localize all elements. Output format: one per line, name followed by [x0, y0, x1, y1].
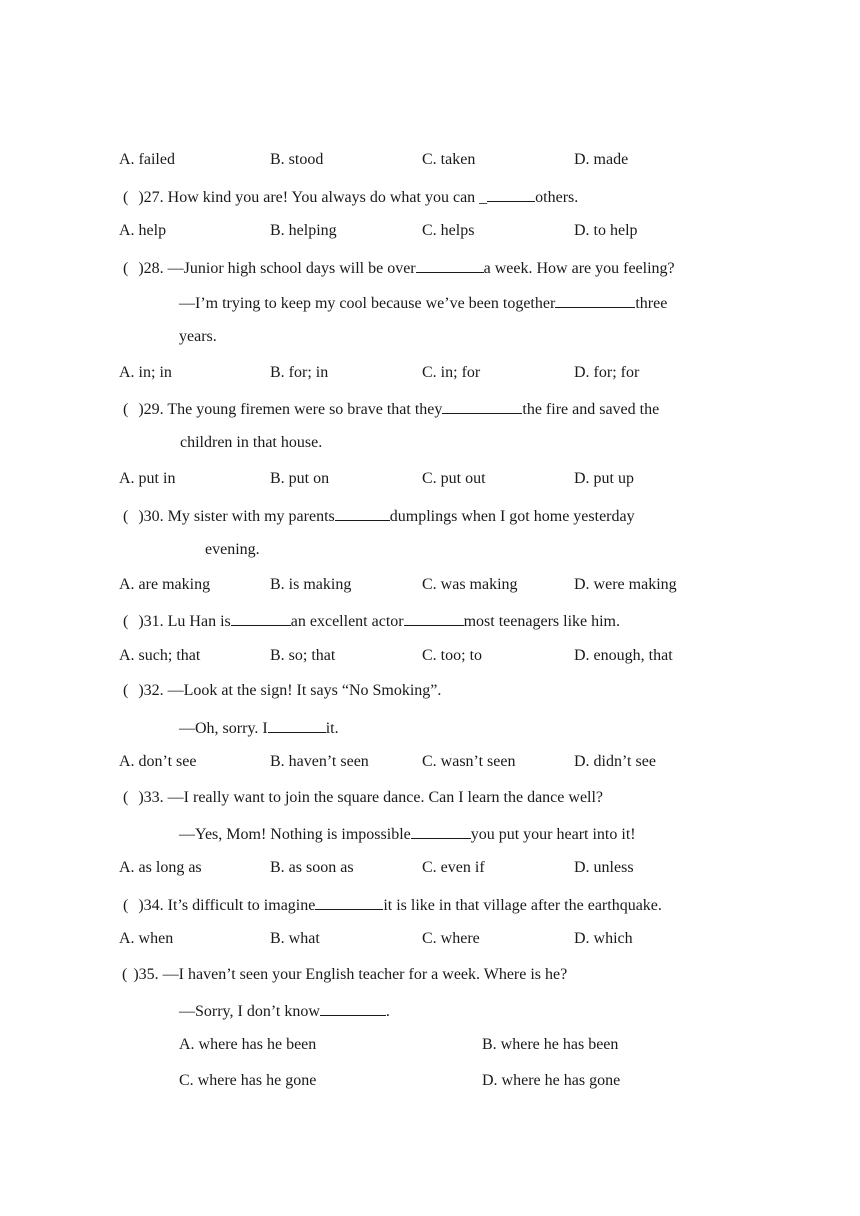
q35-options-row-2	[179, 1071, 739, 1091]
q29-option-a: A. put in	[119, 470, 176, 487]
q29-option-c: C. put out	[422, 470, 486, 487]
q30-stem	[123, 505, 635, 527]
q32-options	[119, 752, 739, 772]
q33-text: )33. —I really want to join the square dance. Can I learn the dance well?	[138, 789, 604, 806]
q30-option-a: A. are making	[119, 576, 211, 593]
q34-text-pre: )34. It’s difficult to imagine	[138, 897, 316, 914]
q33-blank	[411, 823, 471, 839]
q27-option-a: A. help	[119, 222, 167, 239]
q28-option-b: B. for; in	[270, 364, 329, 381]
q29-text-post: the fire and saved the	[522, 401, 660, 418]
q33-paren: (	[123, 789, 129, 806]
q32-reply-pre: —Oh, sorry. I	[179, 720, 268, 737]
q33-reply-pre: —Yes, Mom! Nothing is impossible	[179, 826, 411, 843]
q26-option-c: C. taken	[422, 151, 476, 168]
q32-reply-post: it.	[325, 720, 339, 737]
q34-option-c: C. where	[422, 930, 480, 947]
q32-text: )32. —Look at the sign! It says “No Smoking”.	[138, 682, 442, 699]
q29-stem	[123, 398, 659, 420]
q35-option-c: C. where has he gone	[179, 1072, 317, 1089]
q30-paren: (	[123, 508, 129, 525]
q32-option-a: A. don’t see	[119, 753, 197, 770]
q35-paren: (	[122, 966, 128, 983]
q30-option-d: D. were making	[574, 576, 677, 593]
q30-blank	[335, 505, 390, 521]
q32-option-b: B. haven’t seen	[270, 753, 369, 770]
q28-text-post: a week. How are you feeling?	[483, 260, 675, 277]
q33-option-a: A. as long as	[119, 859, 202, 876]
q28-option-a: A. in; in	[119, 364, 172, 381]
q33-option-d: D. unless	[574, 859, 634, 876]
q26-option-b: B. stood	[270, 151, 324, 168]
q35-option-a: A. where has he been	[179, 1036, 317, 1053]
q27-option-d: D. to help	[574, 222, 638, 239]
q28-blank-1	[416, 257, 484, 273]
q26-options	[119, 150, 739, 170]
q35-stem	[122, 965, 567, 985]
q35-blank	[320, 1000, 386, 1016]
q35-reply-pre: —Sorry, I don’t know	[179, 1003, 320, 1020]
q31-options	[119, 646, 739, 666]
q31-text-pre: )31. Lu Han is	[138, 613, 231, 630]
q28-reply-pre: —I’m trying to keep my cool because we’ve been together	[179, 295, 556, 312]
q28-reply	[179, 292, 667, 314]
q30-options	[119, 575, 739, 595]
q33-option-c: C. even if	[422, 859, 485, 876]
q34-text-post: it is like in that village after the earthquake.	[383, 897, 662, 914]
q27-text-pre: )27. How kind you are! You always do what you can _	[138, 189, 488, 206]
q34-option-b: B. what	[270, 930, 320, 947]
q29-blank	[442, 398, 522, 414]
q29-stem-cont: children in that house.	[180, 434, 323, 451]
q31-option-a: A. such; that	[119, 647, 201, 664]
q28-text-pre: )28. —Junior high school days will be over	[138, 260, 416, 277]
q35-reply	[179, 1000, 390, 1022]
q35-option-b: B. where he has been	[482, 1036, 619, 1053]
q30-option-c: C. was making	[422, 576, 518, 593]
q30-text-post: dumplings when I got home yesterday	[389, 508, 635, 525]
q27-options	[119, 221, 739, 241]
q27-text-post: others.	[535, 189, 579, 206]
q27-stem	[123, 186, 578, 208]
q34-option-d: D. which	[574, 930, 633, 947]
q33-stem	[123, 788, 603, 808]
q35-text: )35. —I haven’t seen your English teacher for a week. Where is he?	[133, 966, 568, 983]
q34-paren: (	[123, 897, 129, 914]
q26-option-a: A. failed	[119, 151, 175, 168]
q32-blank	[268, 717, 326, 733]
q31-text-mid: an excellent actor	[290, 613, 404, 630]
q32-option-c: C. wasn’t seen	[422, 753, 516, 770]
q27-blank	[487, 186, 535, 202]
q30-option-b: B. is making	[270, 576, 352, 593]
q30-stem-cont: evening.	[205, 541, 260, 558]
q29-option-d: D. put up	[574, 470, 634, 487]
q35-option-d: D. where he has gone	[482, 1072, 621, 1089]
q28-option-d: D. for; for	[574, 364, 640, 381]
q33-reply-post: you put your heart into it!	[470, 826, 636, 843]
q33-options	[119, 858, 739, 878]
q28-options	[119, 363, 739, 383]
q28-stem	[123, 257, 675, 279]
q32-option-d: D. didn’t see	[574, 753, 656, 770]
q28-paren: (	[123, 260, 129, 277]
q28-blank-2	[555, 292, 635, 308]
q31-option-d: D. enough, that	[574, 647, 673, 664]
q26-option-d: D. made	[574, 151, 629, 168]
q31-blank-1	[231, 610, 291, 626]
q29-paren: (	[123, 401, 129, 418]
q27-paren: (	[123, 189, 129, 206]
q28-option-c: C. in; for	[422, 364, 481, 381]
q34-stem	[123, 894, 662, 916]
q27-option-c: C. helps	[422, 222, 475, 239]
q31-stem	[123, 610, 620, 632]
q29-options	[119, 469, 739, 489]
q28-reply-cont: years.	[179, 328, 217, 345]
q27-option-b: B. helping	[270, 222, 337, 239]
q29-text-pre: )29. The young firemen were so brave that they	[138, 401, 443, 418]
q34-options	[119, 929, 739, 949]
q35-options-row-1	[179, 1035, 739, 1055]
q33-reply	[179, 823, 636, 845]
q32-stem	[123, 681, 441, 701]
q35-reply-post: .	[385, 1003, 390, 1020]
q31-option-b: B. so; that	[270, 647, 336, 664]
q29-option-b: B. put on	[270, 470, 330, 487]
q31-blank-2	[404, 610, 464, 626]
q30-text-pre: )30. My sister with my parents	[138, 508, 335, 525]
q28-reply-post: three	[635, 295, 668, 312]
q32-paren: (	[123, 682, 129, 699]
q31-paren: (	[123, 613, 129, 630]
q32-reply	[179, 717, 339, 739]
q34-blank	[315, 894, 383, 910]
q31-option-c: C. too; to	[422, 647, 483, 664]
q33-option-b: B. as soon as	[270, 859, 354, 876]
q31-text-post: most teenagers like him.	[463, 613, 620, 630]
q34-option-a: A. when	[119, 930, 174, 947]
